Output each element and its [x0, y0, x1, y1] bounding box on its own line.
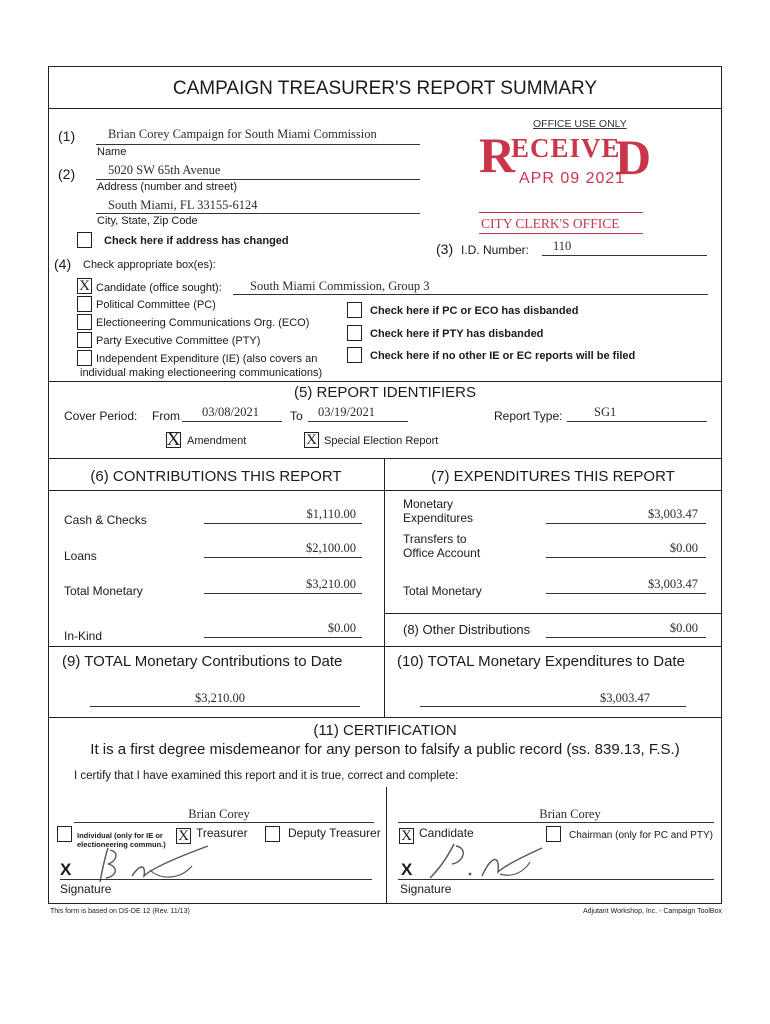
misdemeanor-warning: It is a first degree misdemeanor for any person to falsify a public record (ss. 839.13, F.S.)	[90, 741, 680, 758]
footer-form-source: This form is based on DS-DE 12 (Rev. 11/13)	[50, 908, 190, 915]
monetary-expenditures-label-2: Expenditures	[403, 511, 474, 525]
candidate-sign-label: Candidate	[419, 826, 474, 840]
loans-value: $2,100.00	[306, 541, 356, 555]
office-sought-value: South Miami Commission, Group 3	[250, 279, 430, 293]
address-changed-checkbox[interactable]	[77, 232, 92, 248]
ie-label: Independent Expenditure (IE) (also covers an	[96, 353, 318, 365]
stamp-date: APR 09 2021	[519, 170, 626, 187]
stamp-line-top	[479, 212, 643, 213]
pty-disbanded-checkbox[interactable]	[347, 325, 362, 341]
pc-disbanded-label: Check here if PC or ECO has disbanded	[370, 305, 579, 317]
no-other-reports-label: Check here if no other IE or EC reports will be filed	[370, 350, 636, 362]
individual-checkbox[interactable]	[57, 826, 72, 842]
stamp-received: ECEIVE	[511, 133, 621, 163]
total-contributions-heading: (9) TOTAL Monetary Contributions to Date	[62, 653, 343, 670]
monetary-expenditures-underline	[546, 523, 706, 524]
center-divider-upper	[384, 458, 385, 717]
cover-period-label: Cover Period:	[64, 409, 138, 423]
address-changed-label: Check here if address has changed	[104, 235, 289, 247]
pty-checkbox[interactable]	[77, 332, 92, 348]
to-underline	[308, 421, 408, 422]
in-kind-underline	[204, 637, 362, 638]
other-distributions-underline	[546, 637, 706, 638]
treasurer-name-underline	[74, 822, 374, 823]
treasurer-name-value: Brian Corey	[188, 807, 250, 821]
cash-checks-value: $1,110.00	[306, 507, 356, 521]
from-underline	[182, 421, 282, 422]
address-underline	[96, 179, 420, 180]
name-label: Name	[97, 146, 127, 158]
left-signature-line	[60, 879, 372, 880]
total-monetary-expend-label: Total Monetary	[403, 584, 482, 598]
other-distributions-label: (8) Other Distributions	[403, 622, 531, 637]
section-4-number: (4)	[54, 256, 72, 272]
form-title: CAMPAIGN TREASURER'S REPORT SUMMARY	[172, 78, 598, 99]
total-contributions-underline	[90, 706, 360, 707]
no-other-reports-checkbox[interactable]	[347, 347, 362, 363]
ie-checkbox[interactable]	[77, 350, 92, 366]
office-sought-underline	[233, 294, 708, 295]
id-underline	[542, 255, 707, 256]
report-type-label: Report Type:	[494, 409, 563, 423]
to-date-value: 03/19/2021	[318, 405, 375, 419]
report-type-underline	[567, 421, 707, 422]
from-date-value: 03/08/2021	[202, 405, 259, 419]
transfers-underline	[546, 557, 706, 558]
amendment-label: Amendment	[187, 435, 247, 447]
candidate-name-value: Brian Corey Campaign for South Miami Commission	[108, 127, 377, 141]
stamp-office: CITY CLERK'S OFFICE	[481, 216, 620, 231]
title-divider	[48, 108, 722, 109]
contributions-heading: (6) CONTRIBUTIONS THIS REPORT	[90, 468, 342, 485]
city-value: South Miami, FL 33155-6124	[108, 198, 258, 212]
address-label: Address (number and street)	[97, 181, 238, 193]
transfers-label-2: Office Account	[403, 546, 481, 560]
footer-vendor: Adjutant Workshop, Inc. - Campaign ToolBox	[582, 908, 722, 915]
certification-heading: (11) CERTIFICATION	[313, 722, 457, 739]
transfers-label-1: Transfers to	[403, 532, 467, 546]
individual-label-2: electioneering commun.)	[77, 840, 166, 849]
to-label: To	[290, 409, 303, 423]
total-monetary-contrib-value: $3,210.00	[306, 577, 356, 591]
signature-center-divider	[386, 787, 387, 904]
in-kind-value: $0.00	[327, 621, 356, 635]
city-label: City, State, Zip Code	[97, 215, 198, 227]
address-value: 5020 SW 65th Avenue	[108, 163, 221, 177]
candidate-sign-check-mark: X	[401, 828, 412, 844]
chairman-label: Chairman (only for PC and PTY)	[569, 830, 713, 841]
ie-label-continued: individual making electioneering communications)	[80, 367, 323, 379]
city-underline	[96, 213, 420, 214]
cash-checks-label: Cash & Checks	[64, 513, 147, 527]
office-use-only: OFFICE USE ONLY	[533, 118, 627, 130]
in-kind-label: In-Kind	[64, 629, 103, 643]
received-stamp	[475, 118, 652, 240]
report-identifiers-heading: (5) REPORT IDENTIFIERS	[294, 384, 476, 401]
left-signature-x: X	[60, 860, 72, 879]
check-boxes-instruction: Check appropriate box(es):	[83, 259, 216, 271]
total-monetary-expend-value: $3,003.47	[648, 577, 698, 591]
eco-checkbox[interactable]	[77, 314, 92, 330]
total-expenditures-underline	[420, 706, 686, 707]
deputy-treasurer-checkbox[interactable]	[265, 826, 280, 842]
monetary-expenditures-value: $3,003.47	[648, 507, 698, 521]
right-signature-x: X	[401, 860, 413, 879]
total-contributions-value: $3,210.00	[195, 691, 245, 705]
monetary-expenditures-label-1: Monetary	[403, 497, 454, 511]
special-election-check-mark: X	[306, 432, 317, 448]
id-number-value: 110	[553, 239, 572, 253]
section-6-7-heading-divider	[48, 490, 722, 491]
cash-checks-underline	[204, 523, 362, 524]
right-signature-line	[398, 879, 714, 880]
candidate-signature	[420, 838, 550, 884]
total-monetary-contrib-underline	[204, 593, 362, 594]
section-2-number: (2)	[58, 166, 76, 182]
section-3-number: (3)	[436, 241, 454, 257]
right-signature-label: Signature	[400, 882, 452, 896]
id-number-label: I.D. Number:	[461, 243, 530, 257]
name-underline	[96, 144, 420, 145]
section-8-divider	[384, 613, 722, 614]
stamp-line-bottom	[479, 233, 643, 234]
from-label: From	[152, 409, 180, 423]
stamp-d: D	[615, 129, 652, 185]
stamp-r: R	[479, 127, 516, 183]
candidate-signer-name-value: Brian Corey	[539, 807, 601, 821]
section-4-divider	[48, 381, 722, 382]
report-type-value: SG1	[594, 405, 617, 419]
loans-underline	[204, 557, 362, 558]
other-distributions-value: $0.00	[669, 621, 698, 635]
section-9-10-divider	[48, 646, 722, 647]
pc-label: Political Committee (PC)	[96, 299, 216, 311]
total-monetary-expend-underline	[546, 593, 706, 594]
section-11-divider	[48, 717, 722, 718]
total-expenditures-heading: (10) TOTAL Monetary Expenditures to Date	[397, 653, 685, 670]
left-signature-label: Signature	[60, 882, 112, 896]
total-monetary-contrib-label: Total Monetary	[64, 584, 143, 598]
treasurer-check-mark: X	[178, 828, 189, 844]
individual-label-1: Individual (only for IE or	[77, 831, 163, 840]
eco-label: Electioneering Communications Org. (ECO)	[96, 317, 310, 329]
candidate-check-mark: X	[79, 278, 90, 294]
pty-label: Party Executive Committee (PTY)	[96, 335, 261, 347]
transfers-value: $0.00	[669, 541, 698, 555]
pc-checkbox[interactable]	[77, 296, 92, 312]
certify-statement: I certify that I have examined this report and it is true, correct and complete:	[74, 770, 459, 782]
section-5-divider	[48, 458, 722, 459]
pc-disbanded-checkbox[interactable]	[347, 302, 362, 318]
candidate-office-label: Candidate (office sought):	[96, 282, 222, 294]
section-1-number: (1)	[58, 128, 76, 144]
treasurer-label: Treasurer	[196, 826, 248, 840]
loans-label: Loans	[64, 549, 97, 563]
amendment-check-mark: X	[166, 429, 181, 450]
pty-disbanded-label: Check here if PTY has disbanded	[370, 328, 544, 340]
deputy-treasurer-label: Deputy Treasurer	[288, 826, 381, 840]
total-expenditures-value: $3,003.47	[600, 691, 650, 705]
expenditures-heading: (7) EXPENDITURES THIS REPORT	[431, 468, 675, 485]
special-election-label: Special Election Report	[324, 435, 439, 447]
candidate-name-underline	[398, 822, 714, 823]
